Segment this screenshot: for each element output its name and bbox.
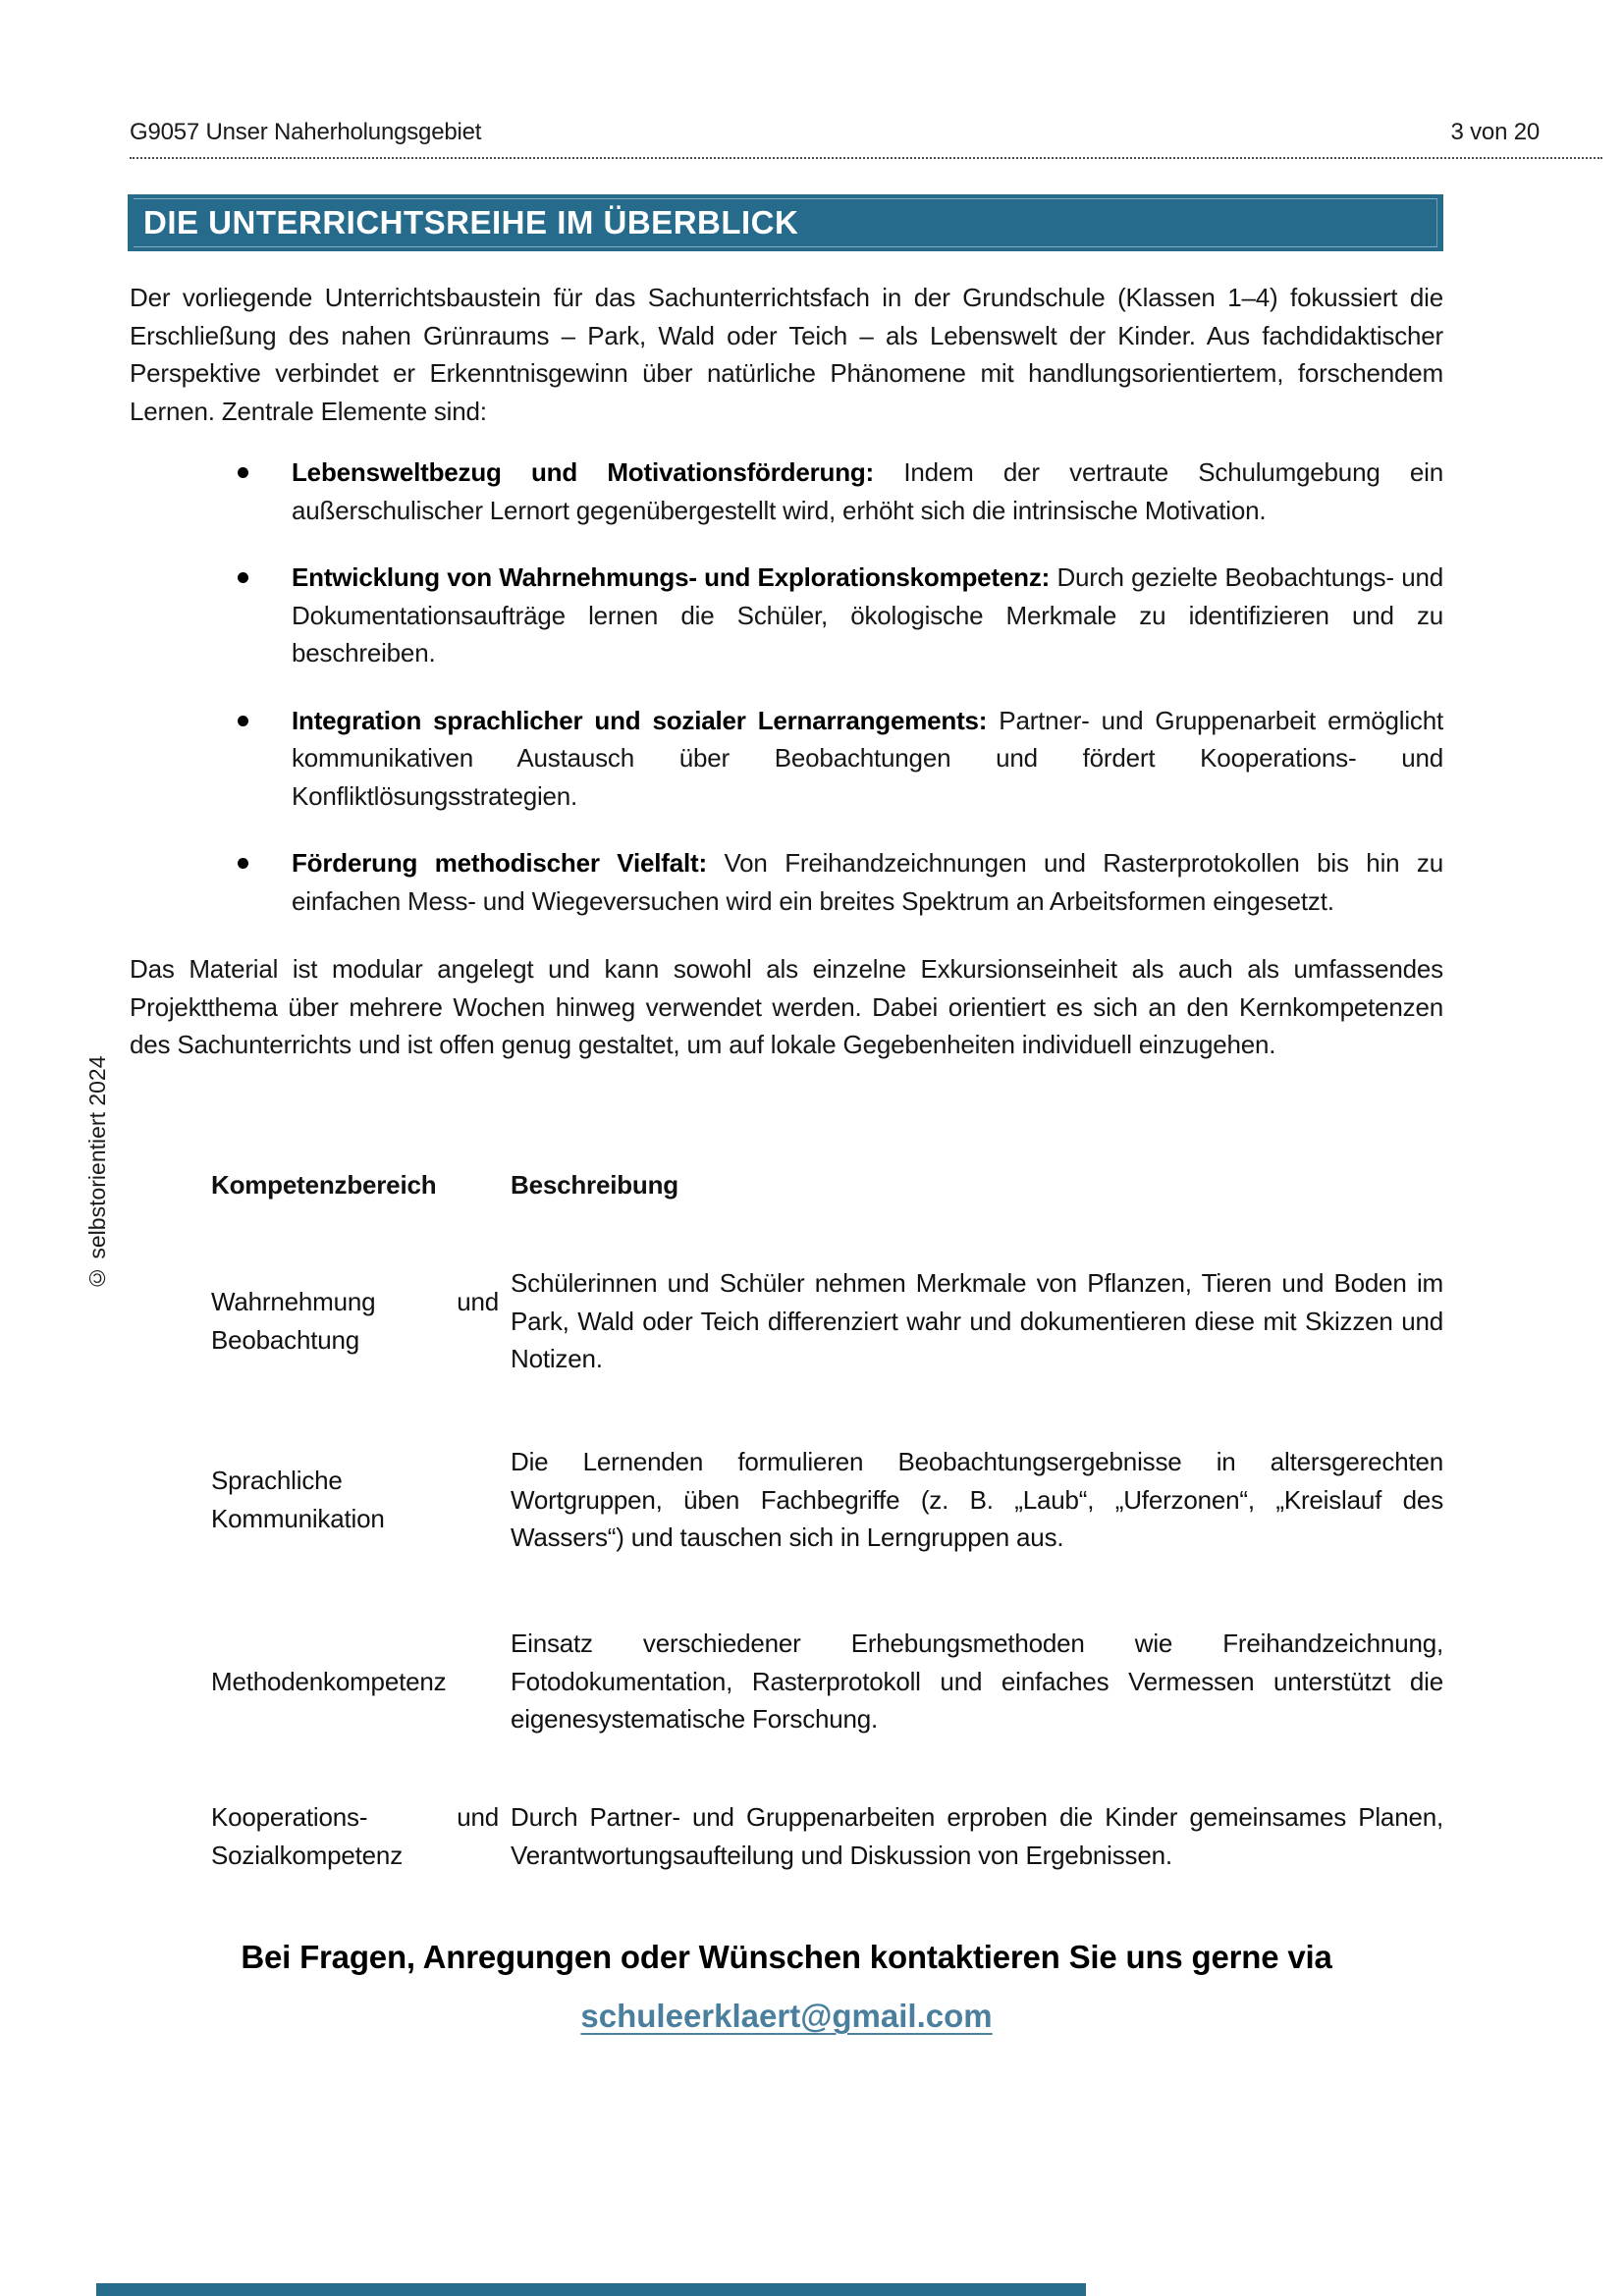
table-header-row [211, 1166, 1443, 1204]
contact-footer [130, 1939, 1443, 2035]
bullet-dot-icon [238, 716, 248, 726]
table-row [211, 1443, 1443, 1557]
bullet-dot-icon [238, 467, 248, 478]
bullet-lead: Entwicklung von Wahrnehmungs- und Explorationskompetenz: [292, 562, 1051, 592]
bullet-lead: Förderung methodischer Vielfalt: [292, 848, 707, 878]
competency-area: Kooperations- und Sozialkompetenz [211, 1802, 499, 1870]
section-title: DIE UNTERRICHTSREIHE IM ÜBERBLICK [143, 204, 799, 240]
column-header-kompetenzbereich: Kompetenzbereich [211, 1170, 437, 1200]
bullet-dot-icon [238, 572, 248, 583]
competency-description: Durch Partner- und Gruppenarbeiten erproben die Kinder gemeinsames Planen, Verantwortungsaufteilung und Diskussion von Ergebnissen. [511, 1802, 1443, 1870]
competency-description: Einsatz verschiedener Erhebungsmethoden wie Freihandzeichnung, Fotodokumentation, Rasterprotokoll und einfaches Vermessen unterstützt die eigenesystematische Forschung. [511, 1629, 1443, 1734]
bullet-item-wahrnehmung [130, 559, 1443, 672]
bullet-text: Von Freihandzeichnungen und Rasterprotokollen bis hin zu einfachen Mess- und Wiegeversuchen wird ein breites Spektrum an Arbeitsformen eingesetzt. [292, 848, 1443, 916]
table-row [211, 1264, 1443, 1378]
document-code: G9057 Unser Naherholungsgebiet [130, 119, 482, 145]
column-header-beschreibung: Beschreibung [511, 1170, 678, 1200]
table-row [211, 1625, 1443, 1738]
section-banner [128, 194, 1443, 251]
material-paragraph: Das Material ist modular angelegt und kann sowohl als einzelne Exkursionseinheit als auch als umfassendes Projektthema über mehrere Wochen hinweg verwendet werden. Dabei orientiert es sich an den Kernkompetenzen des Sachunterrichts und ist offen genug gestaltet, um auf lokale Gegebenheiten individuell einzugehen. [130, 954, 1443, 1059]
bullet-list [130, 454, 1443, 949]
bullet-item-methodenvielfalt [130, 844, 1443, 920]
bullet-text: Indem der vertraute Schulumgebung ein außerschulischer Lernort gegenübergestellt wird, erhöht sich die intrinsische Motivation. [292, 457, 1443, 525]
competency-description: Schülerinnen und Schüler nehmen Merkmale von Pflanzen, Tieren und Boden im Park, Wald oder Teich differenziert wahr und dokumentieren diese mit Skizzen und Notizen. [511, 1268, 1443, 1373]
bullet-dot-icon [238, 858, 248, 869]
competency-description: Die Lernenden formulieren Beobachtungsergebnisse in altersgerechten Wortgruppen, üben Fachbegriffe (z. B. „Laub“, „Uferzonen“, „Kreislauf des Wassers“) und tauschen sich in Lerngruppen aus. [511, 1447, 1443, 1552]
competency-area: Sprachliche Kommunikation [211, 1466, 385, 1533]
copyright-vertical-label: © selbstorientiert 2024 [84, 1055, 110, 1291]
bullet-text: Durch gezielte Beobachtungs- und Dokumentationsaufträge lernen die Schüler, ökologische Merkmale zu identifizieren und zu beschreiben. [292, 562, 1443, 667]
page-indicator: 3 von 20 [1450, 119, 1540, 145]
email-link[interactable]: schuleerklaert@gmail.com [580, 1998, 993, 2034]
table-row [211, 1798, 1443, 1874]
bullet-text: Partner- und Gruppenarbeit ermöglicht kommunikativen Austausch über Beobachtungen und fördert Kooperations- und Konfliktlösungsstrategien. [292, 705, 1443, 811]
intro-paragraph: Der vorliegende Unterrichtsbaustein für das Sachunterrichtsfach in der Grundschule (Klassen 1–4) fokussiert die Erschließung des nahen Grünraums – Park, Wald oder Teich – als Lebenswelt der Kinder. Aus fachdidaktischer Perspektive verbindet er Erkenntnisgewinn über natürliche Phänomene mit handlungsorientiertem, forschendem Lernen. Zentrale Elemente sind: [130, 283, 1443, 426]
running-header [130, 118, 1540, 147]
contact-line: Bei Fragen, Anregungen oder Wünschen kontaktieren Sie uns gerne via [241, 1939, 1332, 1975]
next-section-banner-strip [96, 2283, 1086, 2296]
competency-area: Methodenkompetenz [211, 1666, 447, 1696]
bullet-lead: Lebensweltbezug und Motivationsförderung: [292, 457, 875, 487]
bullet-lead: Integration sprachlicher und sozialer Lernarrangements: [292, 705, 988, 735]
bullet-item-lebensweltbezug [130, 454, 1443, 529]
header-divider [130, 157, 1602, 159]
competency-area: Wahrnehmung und Beobachtung [211, 1287, 499, 1355]
bullet-item-integration [130, 702, 1443, 816]
